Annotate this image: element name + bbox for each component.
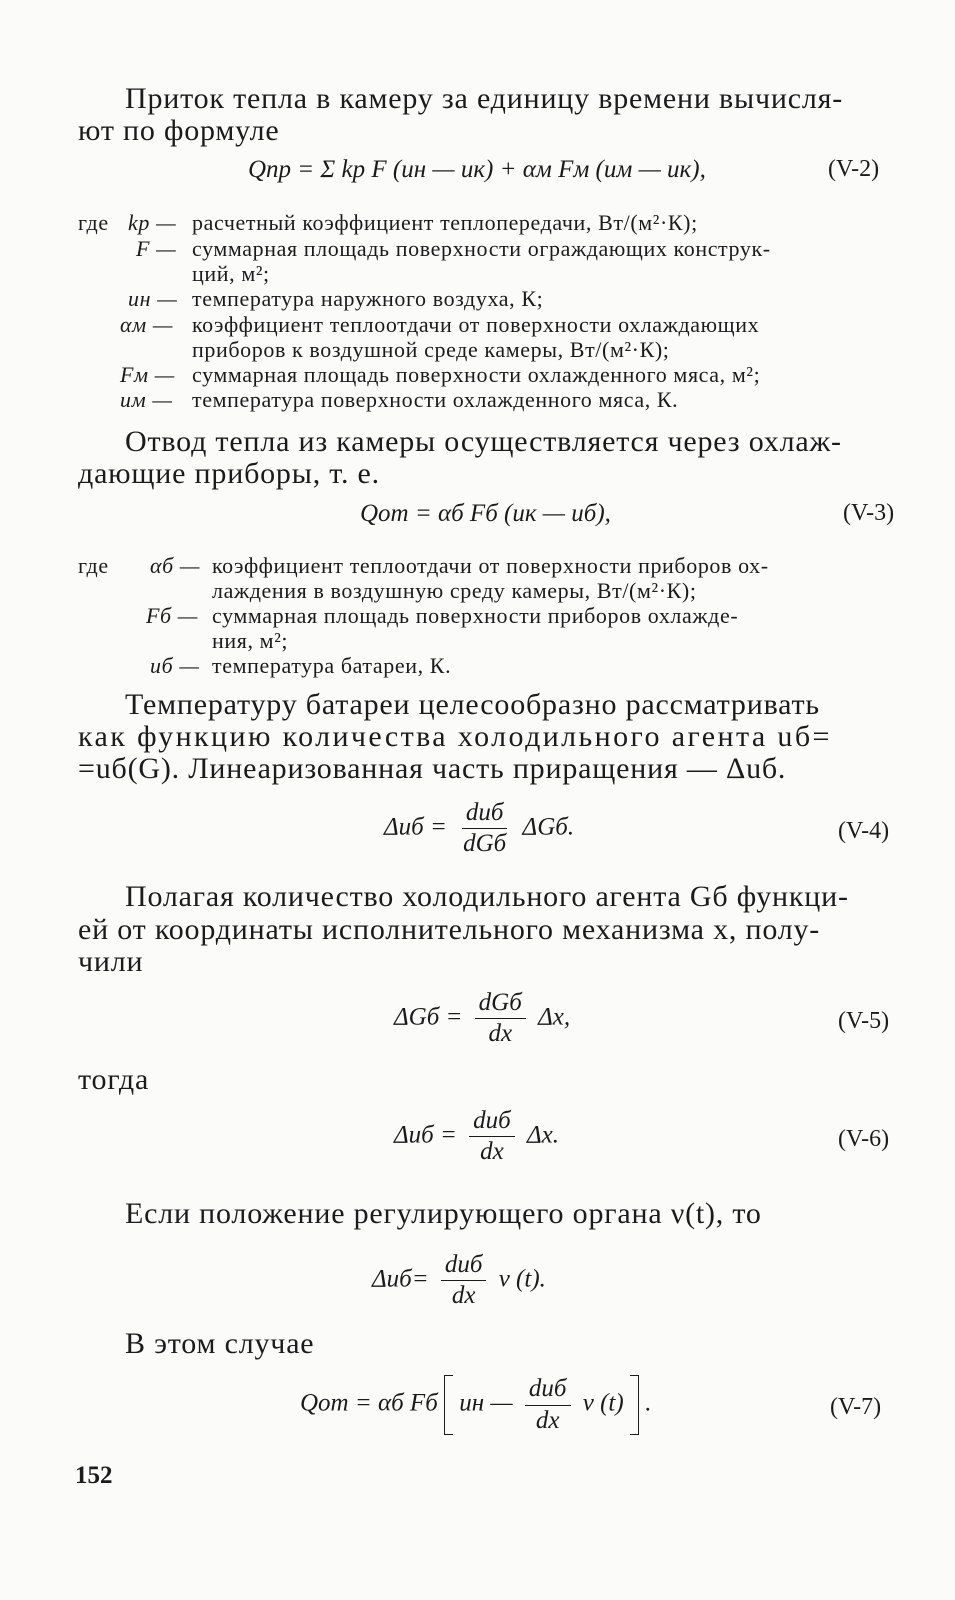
paragraph-line: В этом случае	[125, 1327, 315, 1360]
paragraph-line: =uб(G). Линеаризованная часть приращения — Δuб.	[78, 752, 787, 785]
definition-text: суммарная площадь поверхности ограждающих конструк-	[192, 236, 771, 261]
numerator: duб	[525, 1376, 571, 1405]
numerator: dGб	[475, 990, 526, 1019]
definition-symbol: uм —	[120, 387, 173, 412]
fraction	[441, 1252, 487, 1310]
fraction	[525, 1376, 571, 1434]
definition-symbol: Fб —	[146, 603, 198, 628]
equation-rhs: ν (t).	[498, 1265, 546, 1293]
definition-text: коэффициент теплоотдачи от поверхности приборов ох-	[212, 553, 769, 578]
equation-number: (V-2)	[828, 156, 880, 182]
definition-symbol: uн —	[128, 286, 178, 311]
equation-number: (V-6)	[838, 1126, 890, 1152]
definition-text: температура наружного воздуха, К;	[192, 286, 544, 311]
equation-lhs: Δuб =	[394, 1121, 457, 1149]
definition-text: температура поверхности охлажденного мяса, К.	[192, 387, 679, 412]
denominator: dx	[535, 1406, 560, 1434]
where-label: где	[78, 210, 109, 235]
equation-number: (V-7)	[830, 1394, 882, 1420]
right-bracket	[630, 1375, 639, 1435]
paragraph-line: Приток тепла в камеру за единицу времени вычисля-	[125, 82, 843, 115]
definition-text: суммарная площадь поверхности приборов охлажде-	[212, 603, 739, 628]
equation-rhs: Δx.	[526, 1121, 559, 1149]
equation-unnumbered	[372, 1252, 546, 1310]
equation-number: (V-5)	[838, 1008, 890, 1034]
equation-end: .	[645, 1389, 652, 1417]
definition-text: расчетный коэффициент теплопередачи, Вт/(м²·К);	[192, 210, 698, 235]
paragraph-line: тогда	[78, 1063, 150, 1096]
definition-text: суммарная площадь поверхности охлажденного мяса, м²;	[192, 362, 761, 387]
equation-lhs: Δuб=	[372, 1265, 429, 1293]
fraction	[475, 990, 526, 1048]
equation-v7	[300, 1375, 651, 1435]
definition-symbol: uб —	[150, 653, 200, 678]
definition-text: температура батареи, К.	[212, 653, 452, 678]
denominator: dGб	[463, 830, 507, 858]
definition-symbol: F —	[136, 236, 177, 261]
fraction	[469, 1108, 515, 1166]
definition-symbol: Fм —	[120, 362, 175, 387]
equation-number: (V-4)	[838, 818, 890, 844]
equation-number: (V-3)	[843, 500, 895, 526]
page-number: 152	[75, 1462, 113, 1489]
equation-lhs: Qот = αб Fб	[300, 1389, 438, 1417]
paragraph-line: ей от координаты исполнительного механизма x, полу-	[78, 913, 821, 946]
denominator: dx	[488, 1020, 513, 1048]
definition-text: ния, м²;	[212, 628, 289, 653]
definition-text: лаждения в воздушную среду камеры, Вт/(м²·К);	[212, 578, 697, 603]
equation-rhs: ΔGб.	[522, 813, 575, 841]
equation-v6	[394, 1108, 559, 1166]
fraction	[459, 800, 510, 858]
definition-text: ций, м²;	[192, 261, 270, 286]
paragraph-line: Температуру батареи целесообразно рассматривать	[125, 688, 820, 721]
equation-rhs: ν (t)	[582, 1389, 624, 1417]
numerator: duб	[469, 1108, 515, 1137]
paragraph-line: чили	[78, 945, 144, 978]
paragraph-line: дающие приборы, т. е.	[78, 457, 380, 490]
paragraph-line: ют по формуле	[78, 114, 280, 147]
definition-symbol: αм —	[120, 312, 174, 337]
paragraph-line: как функцию количества холодильного агента uб=	[78, 720, 832, 753]
equation-v3: Qот = αб Fб (uк — uб),	[360, 500, 611, 527]
where-label: где	[78, 553, 109, 578]
numerator: duб	[441, 1252, 487, 1281]
definition-symbol: αб —	[150, 553, 201, 578]
definition-symbol: kр —	[128, 210, 177, 235]
paragraph-line: Отвод тепла из камеры осуществляется через охлаж-	[125, 425, 842, 458]
equation-v5	[394, 990, 570, 1048]
left-bracket	[444, 1375, 453, 1435]
denominator: dx	[480, 1138, 504, 1166]
equation-v2: Qпр = Σ kр F (uн — uк) + αм Fм (uм — uк),	[248, 156, 706, 183]
equation-lhs: Δuб =	[384, 813, 447, 841]
definition-text: приборов к воздушной среде камеры, Вт/(м²·К);	[192, 337, 670, 362]
paragraph-line: Полагая количество холодильного агента Gб функци-	[125, 880, 849, 913]
equation-v4	[384, 800, 574, 858]
equation-inner: uн —	[459, 1389, 513, 1417]
paragraph-line: Если положение регулирующего органа ν(t), то	[125, 1197, 762, 1230]
denominator: dx	[451, 1282, 476, 1310]
definition-text: коэффициент теплоотдачи от поверхности охлаждающих	[192, 312, 760, 337]
numerator: duб	[462, 800, 508, 829]
equation-lhs: ΔGб =	[394, 1003, 463, 1031]
equation-rhs: Δx,	[538, 1003, 571, 1031]
